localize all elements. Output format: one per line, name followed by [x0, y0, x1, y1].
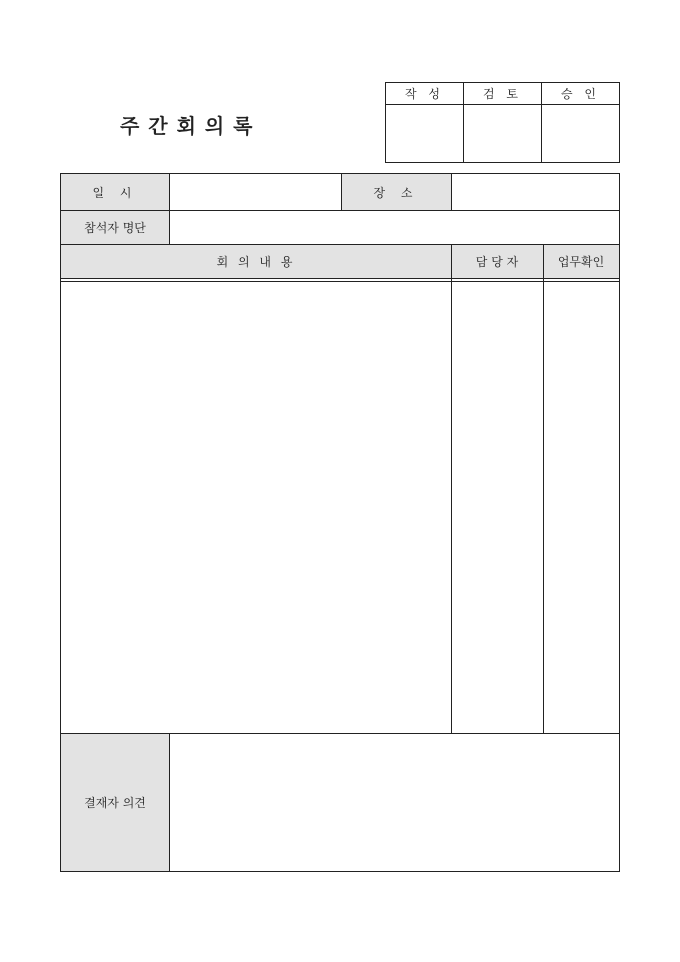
- approval-sign-review[interactable]: [464, 105, 541, 162]
- place-field[interactable]: [451, 174, 619, 210]
- row-divider: [61, 244, 619, 245]
- approval-column-approve: [541, 83, 619, 162]
- row-divider-double: [61, 281, 619, 282]
- col-divider: [543, 244, 544, 733]
- attendees-field[interactable]: [169, 210, 619, 244]
- content-area[interactable]: [61, 282, 451, 733]
- col-divider: [451, 244, 452, 733]
- approval-sign-author[interactable]: [386, 105, 463, 162]
- approval-column-review: [463, 83, 541, 162]
- col-divider: [341, 174, 342, 210]
- attendees-label: 참석자 명단: [61, 210, 169, 244]
- place-label: 장 소: [341, 174, 451, 210]
- owner-area[interactable]: [451, 282, 543, 733]
- confirm-header: 업무확인: [543, 244, 619, 278]
- date-label: 일 시: [61, 174, 169, 210]
- approval-header-author: 작 성: [386, 83, 463, 105]
- col-divider: [451, 174, 452, 210]
- approval-header-review: 검 토: [464, 83, 541, 105]
- page-title: 주 간 회 의 록: [120, 114, 254, 138]
- approval-header-approve: 승 인: [542, 83, 619, 105]
- row-divider: [61, 278, 619, 279]
- row-divider: [61, 733, 619, 734]
- meeting-form: [60, 173, 620, 872]
- col-divider: [169, 733, 170, 871]
- content-header: 회 의 내 용: [61, 244, 451, 278]
- row-divider: [61, 210, 619, 211]
- date-field[interactable]: [169, 174, 341, 210]
- approval-column-author: [386, 83, 463, 162]
- approval-box: [385, 82, 620, 163]
- col-divider: [169, 174, 170, 244]
- approval-sign-approve[interactable]: [542, 105, 619, 162]
- confirm-area[interactable]: [543, 282, 619, 733]
- opinion-field[interactable]: [169, 733, 619, 871]
- opinion-label: 결재자 의견: [61, 733, 169, 871]
- owner-header: 담 당 자: [451, 244, 543, 278]
